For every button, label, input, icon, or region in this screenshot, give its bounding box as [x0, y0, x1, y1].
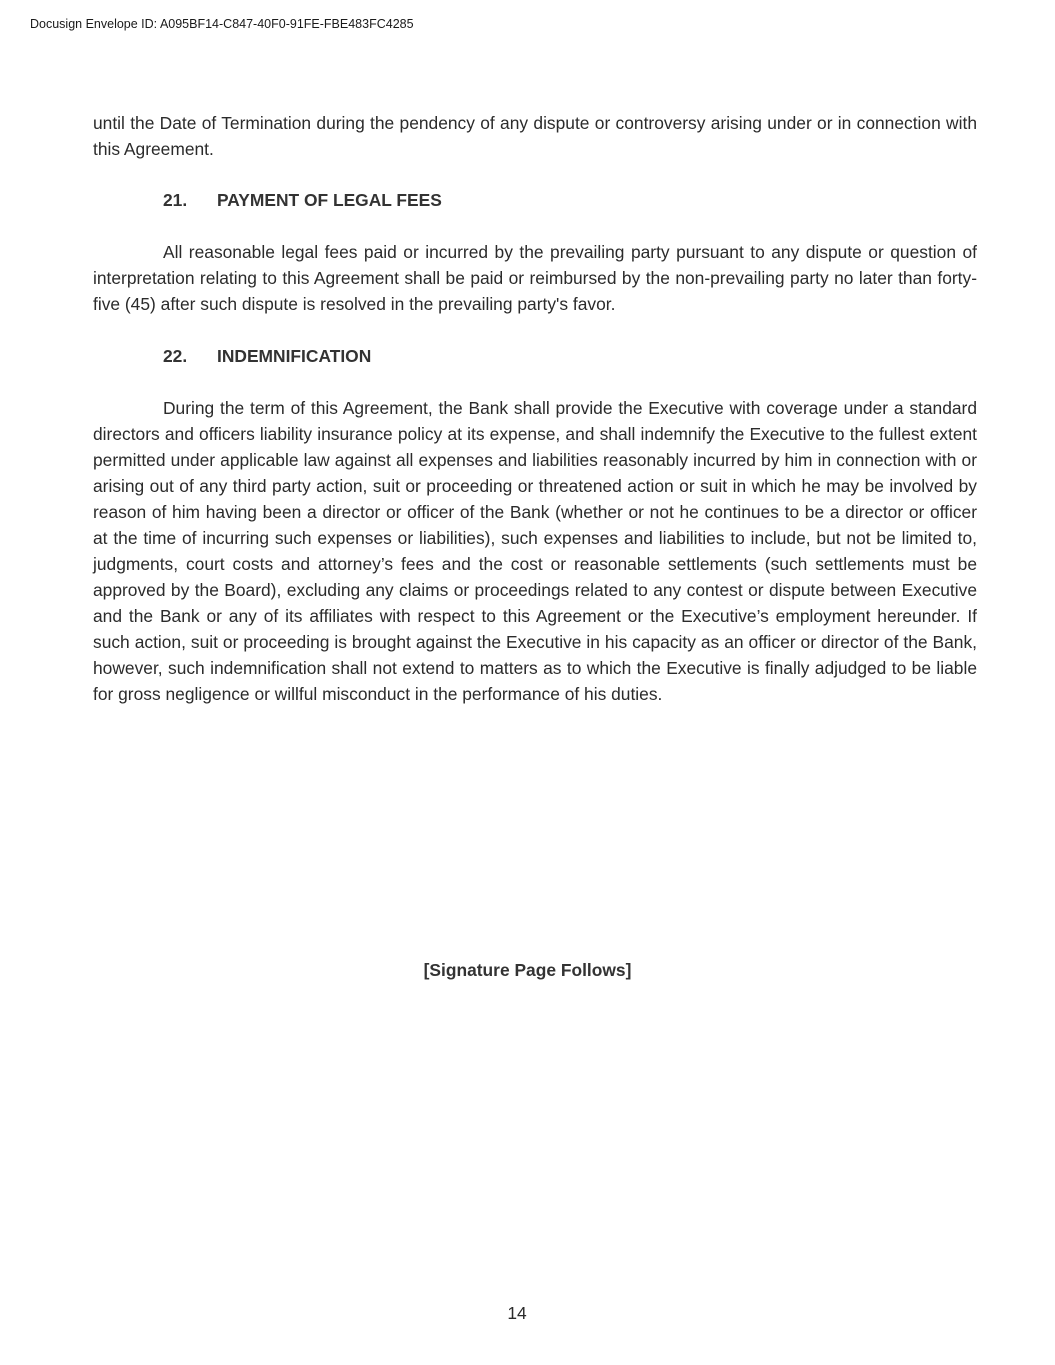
continuation-paragraph: until the Date of Termination during the pendency of any dispute or controversy arising under or in connection with this Agreement.	[93, 113, 977, 159]
section-21-number: 21.	[163, 190, 188, 210]
section-21-title: PAYMENT OF LEGAL FEES	[217, 190, 442, 210]
section-22-title: INDEMNIFICATION	[217, 346, 372, 366]
section-22-number: 22.	[163, 346, 188, 366]
section-21-body: All reasonable legal fees paid or incurred by the prevailing party pursuant to any dispute or question of interpretation relating to this Agreement shall be paid or reimbursed by the non-prevailing party no later than forty-five (45) after such dispute is resolved in the prevailing party's favor.	[93, 242, 977, 314]
section-22-body: During the term of this Agreement, the Bank shall provide the Executive with coverage under a standard directors and officers liability insurance policy at its expense, and shall indemnify the Executive to the fullest extent permitted under applicable law against all expenses and liabilities reasonably incurred by him in connection with or arising out of any third party action, suit or proceeding or threatened action or suit in which he may be involved by reason of him having been a director or officer of the Bank (whether or not he continues to be a director or officer at the time of incurring such expenses or liabilities), such expenses and liabilities to include, but not be limited to, judgments, court costs and attorney’s fees and the cost or reasonable settlements (such settlements must be approved by the Board), excluding any claims or proceedings related to any contest or dispute between Executive and the Bank or any of its affiliates with respect to this Agreement or the Executive’s employment hereunder. If such action, suit or proceeding is brought against the Executive in his capacity as an officer or director of the Bank, however, such indemnification shall not extend to matters as to which the Executive is finally adjudged to be liable for gross negligence or willful misconduct in the performance of his duties.	[93, 398, 977, 704]
envelope-id: Docusign Envelope ID: A095BF14-C847-40F0-91FE-FBE483FC4285	[30, 17, 414, 31]
document-body	[93, 110, 977, 707]
section-22-heading	[93, 343, 977, 369]
section-21-heading	[93, 187, 977, 213]
signature-page-note: [Signature Page Follows]	[423, 960, 632, 980]
page-number: 14	[507, 1303, 527, 1323]
